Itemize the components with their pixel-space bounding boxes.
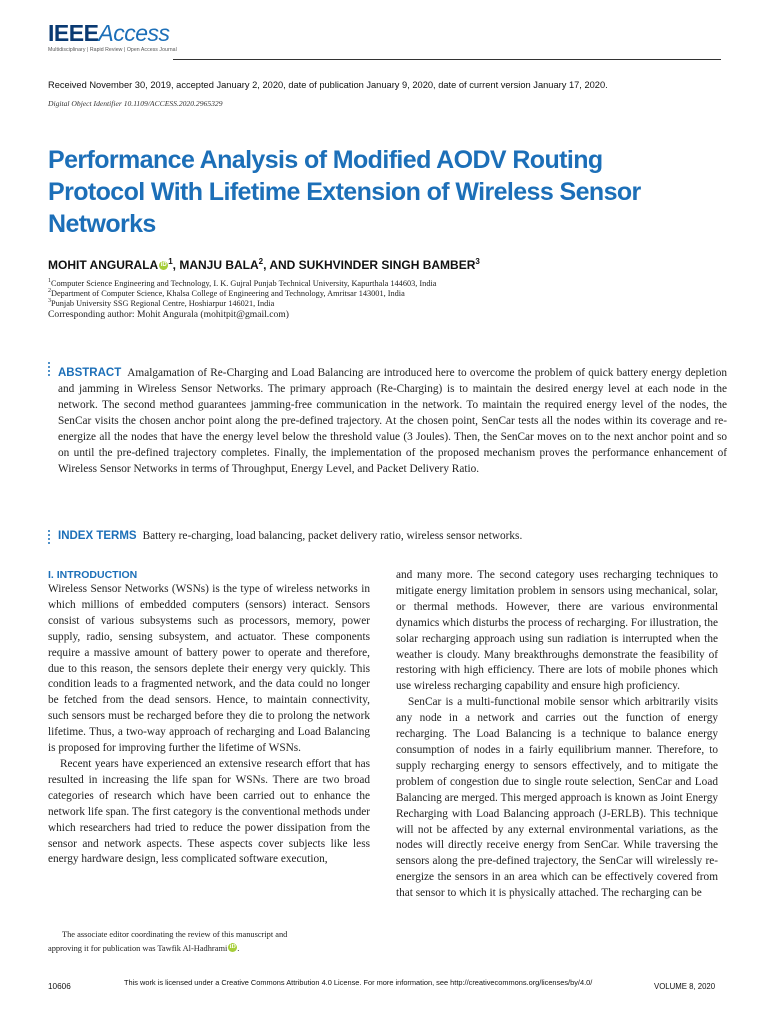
index-terms-label: INDEX TERMS	[58, 530, 137, 542]
author-2-affiliation: 2	[258, 257, 264, 266]
license-notice: This work is licensed under a Creative Commons Attribution 4.0 License. For more information, see http://creativecommons.org/licenses/by/4.0/	[124, 978, 593, 987]
intro-paragraph-1: Wireless Sensor Networks (WSNs) is the type of wireless networks in which millions of embedded computers (sensors) interact. Sensors consist of various subsystems such as processors, memory, power supply, radio, sensing subsystem, and actuator. These components require a massive amount of battery power to operate and therefore, due to this reason, the sensors deplete their energy very quickly. This condition leads to a fragmented network, and the data could no longer be fetched from the dead sensors. Hence, to maintain connectivity, such sensors must be recharged before they die to prolong the network lifetime. Thus, a two-way approach of recharging and Load Balancing is proposed for improving further the lifetime of WSNs.	[48, 583, 370, 755]
author-2: , MANJU BALA	[172, 258, 259, 272]
page-number: 10606	[48, 982, 71, 991]
column-left	[48, 568, 370, 868]
paper-title: Performance Analysis of Modified AODV Routing Protocol With Lifetime Extension of Wireless Sensor Networks	[48, 146, 641, 238]
author-3: , AND SUKHVINDER SINGH BAMBER	[263, 258, 476, 272]
doi-line: Digital Object Identifier 10.1109/ACCESS.2020.2965329	[48, 99, 223, 108]
index-terms-marker-icon	[48, 530, 50, 546]
corresponding-author: Corresponding author: Mohit Angurala (mohitpit@gmail.com)	[48, 309, 289, 320]
header-rule	[173, 59, 721, 60]
logo-ieee: IEEE	[48, 20, 99, 46]
footnote-line-1: The associate editor coordinating the review of this manuscript and	[62, 930, 288, 939]
column-right	[396, 568, 718, 902]
affiliation-1: $^1$Computer Science Engineering and Technology, I. K. Gujral Punjab Technical University, Kapurthala 144603, India	[48, 278, 437, 288]
logo-access: Access	[98, 20, 170, 46]
author-3-affiliation: 3	[475, 257, 480, 266]
abstract-text: Amalgamation of Re-Charging and Load Balancing are introduced here to overcome the problem of quick battery energy depletion and jamming in Wireless Sensor Networks. The primary approach (Re-Charging) is to maintain the desired energy level at each node in the network. The second method guarantees jamming-free communication in the network. To maintain the required energy level of the nodes, the SenCar visits the chosen anchor point along the pre-defined trajectory. At the chosen point, SenCar tests all the nodes within its coverage and re-energize all the nodes that have the energy level below the threshold value (3 Joules). Then, the SenCar moves on to the next anchor point and so on until the pre-defined trajectory completes. Finally, the implementation of the proposed mechanism proves the performance enhancement of Wireless Sensor Networks in terms of Throughput, Energy Level, and Packet Delivery Ratio.	[58, 367, 727, 475]
footnote-line-2: approving it for publication was Tawfik Al-Hadhrami iD .	[48, 944, 240, 953]
author-list	[48, 257, 480, 272]
orcid-icon[interactable]: iD	[160, 262, 167, 268]
intro-paragraph-3: and many more. The second category uses recharging techniques to mitigate energy limitation problem in sensors using mechanical, solar, or thermal methods. However, there are various environmental dynamics which disturbs the process of recharging. For illustration, the solar recharging approach using sun radiation is interrupted when the weather is cloudy. Many breakthroughs demonstrate the feasibility of restoring with high efficiency. There are lots of mobile phones which use wireless recharging capability and ensure high proficiency.	[396, 569, 718, 693]
author-1: MOHIT ANGURALA	[48, 258, 159, 272]
journal-logo	[48, 22, 177, 53]
index-terms	[58, 530, 522, 542]
volume-label: VOLUME 8, 2020	[654, 982, 716, 991]
abstract-label: ABSTRACT	[58, 367, 122, 379]
intro-paragraph-2: Recent years have experienced an extensive research effort that has resulted in increasing the life span for WSNs. There are two broad categories of research which have been carried out to enhance the network life span. The first category is the conventional methods under which researchers had tried to reduce the power dissipation from the sensor and network aspects. These aspects cover subjects like less energy hardware design, less complicated software execution,	[48, 757, 370, 866]
received-dates: Received November 30, 2019, accepted January 2, 2020, date of publication January 9, 2020, date of current version January 17, 2020.	[48, 80, 608, 90]
orcid-icon[interactable]: iD	[229, 944, 236, 950]
affiliation-2: $^2$Department of Computer Science, Khalsa College of Engineering and Technology, Amritsar 143001, India	[48, 288, 405, 298]
abstract-marker-icon	[48, 362, 50, 378]
section-heading-introduction: I. INTRODUCTION	[48, 569, 138, 581]
logo-tagline: Multidisciplinary | Rapid Review | Open Access Journal	[48, 47, 177, 53]
author-1-affiliation: 1	[168, 257, 173, 266]
affiliation-3: $^3$Punjab University SSG Regional Centre, Hoshiarpur 146021, India	[48, 298, 275, 308]
intro-paragraph-4: SenCar is a multi-functional mobile sensor which arbitrarily visits any node in a network and carries out the function of energy recharging. The Load Balancing is a technique to balance energy consumption of nodes in a fairly equilibrium manner. Therefore, to supply recharging energy to sensors effectively, and to mitigate the problem of congestion due to single route selection, SenCar and Load Balancing are merged. This merged approach is known as Joint Energy Recharging with Load Balancing approach (J-ERLB). This technique will not be affected by any external environmental variations, as the nodes will directly receive energy from SenCar. While traversing the sensors along the pre-defined trajectory, the SenCar will wirelessly re-energize the sensors in an area which can be effectively covered from that sensor to which it is physically attached. The recharging can be	[396, 696, 718, 900]
index-terms-text: Battery re-charging, load balancing, packet delivery ratio, wireless sensor networks.	[142, 530, 523, 542]
abstract	[58, 365, 727, 477]
editor-footnote	[48, 928, 370, 956]
